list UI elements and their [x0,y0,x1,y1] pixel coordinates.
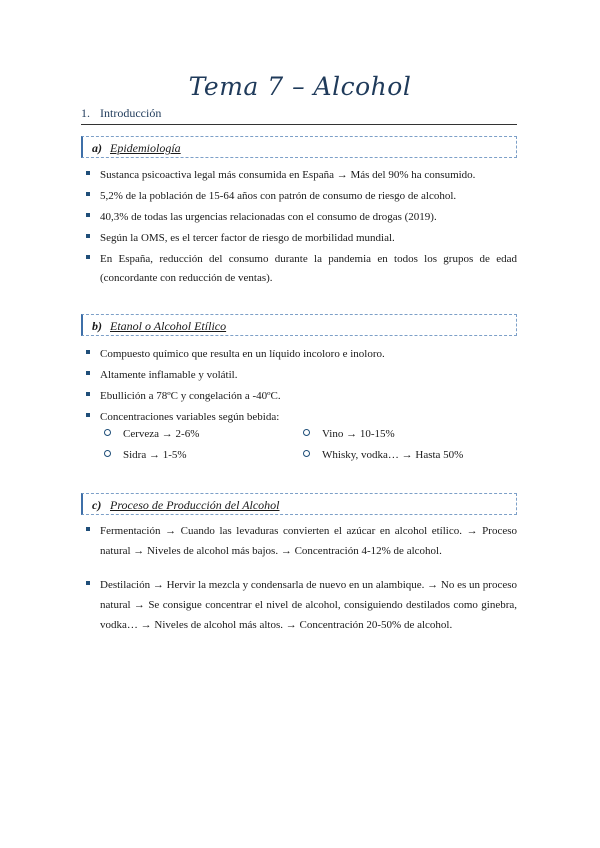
bullet-icon [86,527,90,531]
bullet-icon [86,255,90,259]
list-item: 5,2% de la población de 15-64 años con patrón de consumo de riesgo de alcohol. [84,186,517,207]
circle-bullet-icon [104,450,111,457]
subsection-c-header [81,493,517,515]
list-item: Destilación → Hervir la mezcla y condensarla de nuevo en un alambique. → No es un proceso natural → Se consigue concentrar el nivel de alcohol, consiguiendo destilados como ginebra, vodka… → Niveles de alcohol más altos. → Concentración 20-50% de alcohol. [84,575,517,635]
drink-item: Sidra → 1-5% [104,449,187,461]
section-label: Introducción [100,106,162,120]
drink-item: Whisky, vodka… → Hasta 50% [303,449,463,461]
drink-item: Vino → 10-15% [303,428,395,440]
page-title: Tema 7 – Alcohol [188,72,412,101]
bullet-icon [86,234,90,238]
bullet-icon [86,581,90,585]
list-item: Según la OMS, es el tercer factor de riesgo de morbilidad mundial. [84,228,517,249]
production-list [84,521,517,635]
list-item: 40,3% de todas las urgencias relacionadas con el consumo de drogas (2019). [84,207,517,228]
subsection-c-title: Proceso de Producción del Alcohol [110,498,280,512]
bullet-icon [86,413,90,417]
circle-bullet-icon [303,429,310,436]
ethanol-list [84,344,517,428]
epidemiology-list [84,165,517,288]
circle-bullet-icon [303,450,310,457]
bullet-icon [86,350,90,354]
list-item: Altamente inflamable y volátil. [84,365,517,386]
bullet-icon [86,171,90,175]
circle-bullet-icon [104,429,111,436]
list-item: Ebullición a 78ºC y congelación a -40ºC. [84,386,517,407]
section-heading [81,106,161,121]
bullet-icon [86,213,90,217]
list-item: En España, reducción del consumo durante la pandemia en todos los grupos de edad (concordante con reducción de ventas). [84,249,517,288]
list-item: Fermentación → Cuando las levaduras convierten el azúcar en alcohol etílico. → Proceso natural → Niveles de alcohol más bajos. → Concentración 4-12% de alcohol. [84,521,517,561]
subsection-a-title: Epidemiología [110,141,181,155]
section-divider [81,124,517,125]
subsection-a-letter: a) [92,141,102,155]
drink-item: Cerveza → 2-6% [104,428,199,440]
bullet-icon [86,192,90,196]
list-item: Concentraciones variables según bebida: [84,407,517,428]
list-item: Compuesto químico que resulta en un líquido incoloro e inoloro. [84,344,517,365]
subsection-a-header [81,136,517,158]
subsection-b-letter: b) [92,319,102,333]
bullet-icon [86,392,90,396]
subsection-c-letter: c) [92,498,102,512]
list-item: Sustanca psicoactiva legal más consumida en España → Más del 90% ha consumido. [84,165,517,186]
subsection-b-title: Etanol o Alcohol Etílico [110,319,227,333]
bullet-icon [86,371,90,375]
section-number: 1. [81,106,90,120]
subsection-b-header [81,314,517,336]
